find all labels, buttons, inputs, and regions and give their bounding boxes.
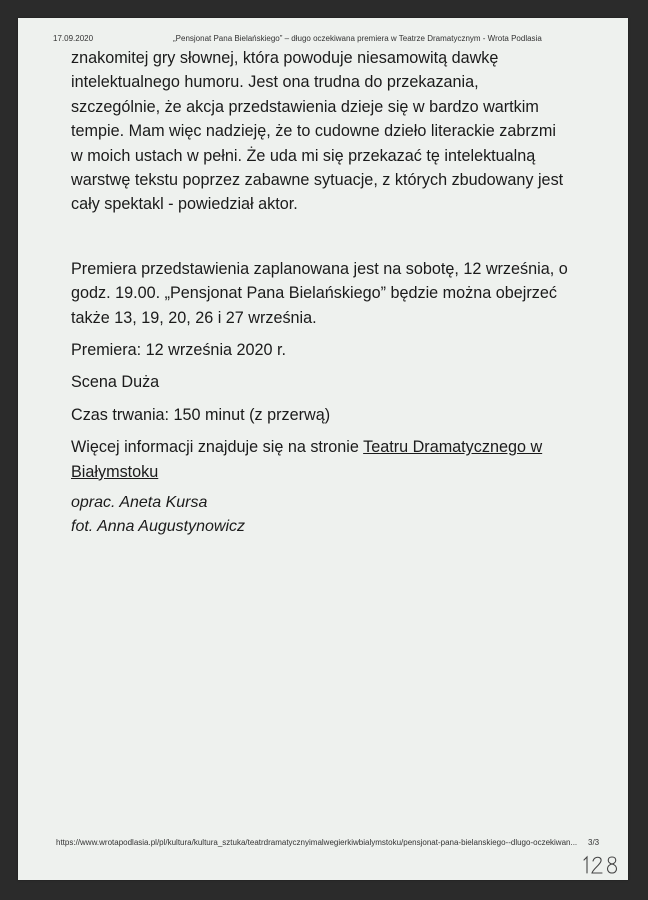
stage-name: Scena Duża xyxy=(71,373,160,392)
article-paragraph-2: Premiera przedstawienia zaplanowana jest na sobotę, 12 września, o godz. 19.00. „Pensjonat Pana Bielańskiego” będzie można obejrzeć także 13, 19, 20, 26 i 27 września. xyxy=(71,259,568,327)
duration: Czas trwania: 150 minut (z przerwą) xyxy=(71,405,331,424)
premiere-date: Premiera: 12 września 2020 r. xyxy=(71,341,287,360)
theatre-link[interactable]: Teatru Dramatycznego w Białymstoku xyxy=(71,438,543,481)
page-number: 3/3 xyxy=(588,838,600,847)
footer-url: https://www.wrotapodlasia.pl/pl/kultura/kultura_sztuka/teatrdramatycznyimalwegierkiwbialymstoku/pensjonat-pana-bielanskiego--dlugo-oczekiwan... xyxy=(56,838,578,847)
handwritten-page-number xyxy=(578,848,624,878)
more-info xyxy=(71,435,571,484)
printed-page xyxy=(18,18,628,880)
print-header-title: „Pensjonat Pana Bielańskiego” – długo oczekiwana premiera w Teatrze Dramatycznym - Wrota Podlasia xyxy=(173,34,542,43)
print-date: 17.09.2020 xyxy=(53,34,94,43)
article-body xyxy=(71,46,571,484)
credits xyxy=(71,491,245,539)
photo-credit: fot. Anna Augustynowicz xyxy=(71,518,246,535)
more-info-text: Więcej informacji znajduje się na stronie xyxy=(71,438,364,457)
article-paragraph-1: znakomitej gry słownej, która powoduje niesamowitą dawkę intelektualnego humoru. Jest ona trudna do przekazania, szczególnie, że akcja przedstawienia dzieje się w bardzo wartkim tempie. Mam więc nadzieję, że to cudowne dzieło literackie zabrzmi w moich ustach w pełni. Że uda mi się przekazać tę intelektualną warstwę tekstu poprzez zabawne sytuacje, z których zbudowany jest cały spektakl - powiedział aktor. xyxy=(71,49,564,214)
editor-credit: oprac. Aneta Kursa xyxy=(71,494,208,511)
